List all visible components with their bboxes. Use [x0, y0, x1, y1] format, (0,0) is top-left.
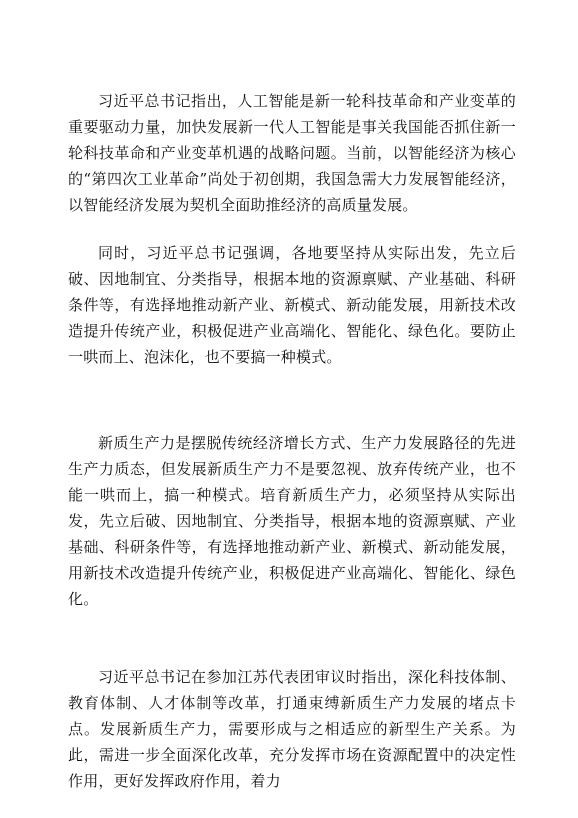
- paragraph-3: 新质生产力是摆脱传统经济增长方式、生产力发展路径的先进生产力质态，但发展新质生产力不是要忽视、放弃传统产业，也不能一哄而上，搞一种模式。培育新质生产力，必须坚持从实际出发，先立后破、因地制宜、分类指导，根据本地的资源禀赋、产业基础、科研条件等，有选择地推动新产业、新模式、新动能发展，用新技术改造提升传统产业，积极促进产业高端化、智能化、绿色化。: [68, 434, 516, 608]
- paragraph-2: 同时，习近平总书记强调，各地要坚持从实际出发，先立后破、因地制宜、分类指导，根据本地的资源禀赋、产业基础、科研条件等，有选择地推动新产业、新模式、新动能发展，用新技术改造提升传统产业，积极促进产业高端化、智能化、绿色化。要防止一哄而上、泡沫化，也不要搞一种模式。: [68, 244, 516, 366]
- paragraph-4: 习近平总书记在参加江苏代表团审议时指出，深化科技体制、教育体制、人才体制等改革，打通束缚新质生产力发展的堵点卡点。发展新质生产力，需要形成与之相适应的新型生产关系。为此，需进一步全面深化改革，充分发挥市场在资源配置中的决定性作用，更好发挥政府作用，着力: [68, 668, 516, 790]
- paragraph-1: 习近平总书记指出，人工智能是新一轮科技革命和产业变革的重要驱动力量，加快发展新一代人工智能是事关我国能否抓住新一轮科技革命和产业变革机遇的战略问题。当前，以智能经济为核心的“第四次工业革命”尚处于初创期，我国急需大力发展智能经济，以智能经济发展为契机全面助推经济的高质量发展。: [68, 92, 516, 214]
